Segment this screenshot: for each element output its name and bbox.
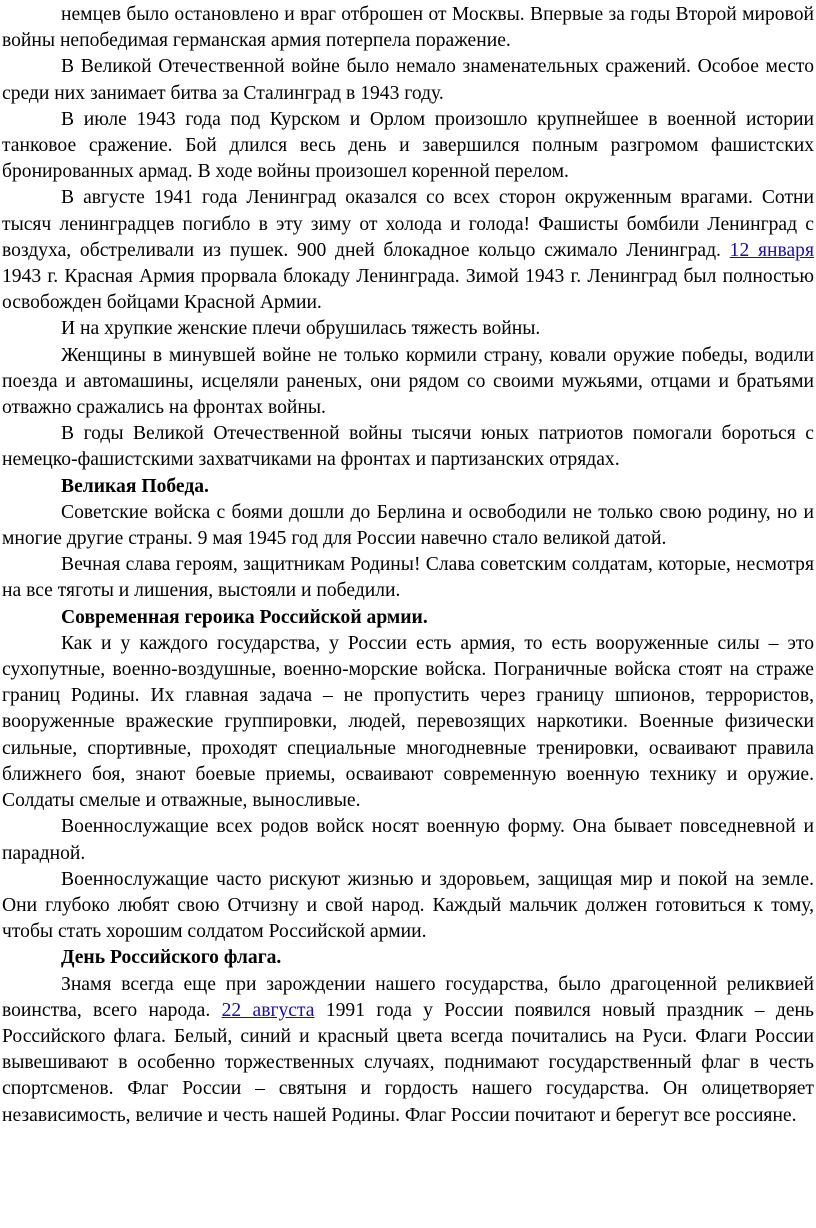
paragraph-young-patriots: В годы Великой Отечественной войны тысячи юных патриотов помогали бороться с немецко-фашистскими захватчиками на фронтах и партизанских отрядах. bbox=[2, 423, 814, 471]
date-link-august-22[interactable]: 22 августа bbox=[221, 999, 315, 1021]
paragraph-stalingrad: В Великой Отечественной войне было немало знаменательных сражений. Особое место среди них занимает битва за Сталинград в 1943 году. bbox=[2, 56, 814, 104]
paragraph-women-intro: И на хрупкие женские плечи обрушилась тяжесть войны. bbox=[61, 318, 541, 340]
date-link-january-12[interactable]: 12 января bbox=[729, 239, 814, 261]
paragraph-leningrad-text-end: 1943 г. Красная Армия прорвала блокаду Ленинграда. Зимой 1943 г. Ленинград был полностью освобожден бойцами Красной Армии. bbox=[2, 266, 814, 314]
paragraph-flag-text-start: Знамя всегда еще при зарождении нашего государства, было драгоценной реликвией воинства, всего народа. bbox=[2, 973, 814, 1021]
paragraph-uniform: Военнослужащие всех родов войск носят военную форму. Она бывает повседневной и парадной. bbox=[2, 816, 814, 864]
paragraph-moscow: немцев было остановлено и враг отброшен от Москвы. Впервые за годы Второй мировой войны непобедимая германская армия потерпела поражение. bbox=[2, 4, 814, 52]
paragraph-eternal-glory: Вечная слава героям, защитникам Родины! Слава советским солдатам, которые, несмотря на все тяготы и лишения, выстояли и победили. bbox=[2, 554, 814, 602]
paragraph-kursk: В июле 1943 года под Курском и Орлом произошло крупнейшее в военной истории танковое сражение. Бой длился весь день и завершился полным разгромом фашистских бронированных армад. В ходе войны произошел коренной перелом. bbox=[2, 108, 814, 183]
paragraph-armed-forces: Как и у каждого государства, у России есть армия, то есть вооруженные силы – это сухопутные, военно-воздушные, военно-морские войска. Пограничные войска стоят на страже границ Родины. Их главная задача – не пропустить через границу шпионов, террористов, вооруженные вражеские группировки, людей, перевозящих наркотики. Военные физически сильные, спортивные, проходят специальные многодневные тренировки, осваивают правила ближнего боя, знают боевые приемы, осваивают современную военную технику и оружие. Солдаты смелые и отважные, выносливые. bbox=[2, 632, 814, 812]
paragraph-flag bbox=[2, 972, 814, 1129]
heading-flag-day: День Российского флага. bbox=[61, 947, 282, 969]
paragraph-berlin: Советские войска с боями дошли до Берлина и освободили не только свою родину, но и многие другие страны. 9 мая 1945 год для России навечно стало великой датой. bbox=[2, 501, 814, 550]
paragraph-women: Женщины в минувшей войне не только кормили страну, ковали оружие победы, водили поезда и автомашины, исцеляли раненых, они рядом со своими мужьями, отцами и братьями отважно сражались на фронтах войны. bbox=[2, 344, 814, 419]
paragraph-leningrad-text-start: В августе 1941 года Ленинград оказался со всех сторон окруженным врагами. Сотни тысяч ленинградцев погибло в эту зиму от холода и голода! Фашисты бомбили Ленинград с воздуха, обстреливали из пушек. 900 дней блокадное кольцо сжимало Ленинград. bbox=[2, 187, 814, 261]
paragraph-service: Военнослужащие часто рискуют жизнью и здоровьем, защищая мир и покой на земле. Они глубоко любят свою Отчизну и свой народ. Каждый мальчик должен готовиться к тому, чтобы стать хорошим солдатом Российской армии. bbox=[2, 868, 814, 943]
heading-great-victory: Великая Победа. bbox=[61, 475, 209, 497]
paragraph-flag-text-end: 1991 года у России появился новый праздник – день Российского флага. Белый, синий и красный цвета всегда почитались на Руси. Флаги России вывешивают в особенно торжественных случаях, поднимают государственный флаг в честь спортсменов. Флаг России – святыня и гордость нашего государства. Он олицетворяет независимость, величие и честь нашей Родины. Флаг России почитают и берегут все россияне. bbox=[2, 999, 814, 1126]
paragraph-leningrad bbox=[2, 185, 814, 316]
heading-modern-heroism: Современная героика Российской армии. bbox=[61, 606, 428, 628]
